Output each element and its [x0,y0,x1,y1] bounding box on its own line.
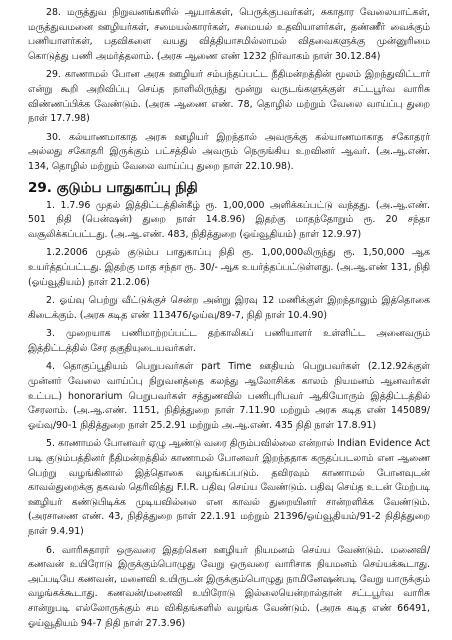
section-item-1-update: 1.2.2006 முதல் குடும்ப பாதுகாப்பு நிதி ரூ. 1,00,000லிருந்து ரூ. 1,50,000 ஆக உயர்த்தப்பட்டது. இதற்கு மாத சந்தா ரூ. 30/- ஆக உயர்த்தப்பட்டுள்ளது. (அ.ஆ.எண் 131, நிதி (ஓய்வூதியம்) நாள் 21.2.06) [28,247,430,288]
section-heading: 29. குடும்ப பாதுகாப்பு நிதி [28,179,198,196]
paragraph-29: 29. காணாமல் போன அரசு ஊழியர் சம்பந்தப்பட்ட நீதிமன்றத்தின் மூலம் இறந்துவிட்டார் என்று கூறி அறிவிப்பு செய்த நாளிலிருந்து மூன்று வருடங்களுக்குள் சட்டபூர்வ வாரிசு விண்ணப்பிக்க வேண்டும். (அரசு ஆணை எண். 78, தொழில் மற்றும் வேலை வாய்ப்பு துறை நாள் 17.7.98) [28,69,430,125]
section-item-4: 4. தொகுப்பூதியம் பெறுபவர்கள் part Time ஊதியம் பெறுபவர்கள் (2.12.92க்குள் முன்னர் வேலை வாய்ப்பு நிறுவனத்தை கலந்து ஆலோசிக்க காலம் நியமனம் ஆனவர்கள் உட்பட) honorarium பெறுபவர்கள் சத்துணவில் பணிபுரிபவர் ஆகியோரும் இத்திட்டத்தில் சேரலாம். (அ.ஆ.எண். 1151, நிதித்துறை நாள் 7.11.90 மற்றும் அரசு கடித எண் 145089/ஓய்வு/90-1 நிதித்துறை நாள் 25.2.91 மற்றும் அ.ஆ.எண். 435 நிதி நாள் 17.8.91) [28,361,430,431]
section-item-6: 6. வாரிசுதாரர் ஒருவரை இதற்கென ஊழியர் நியமனம் செய்ய வேண்டும். மனைவி/கணவன் உயிரோடு இருக்கும்பொழுது வேறு ஒருவரை வாரிசாக நியமனம் செய்யக்கூடாது. அப்படியே கணவன், மனைவி உயிருடன் இருக்கும்பொழுது நாமினேஷன்படி வேறு யாருக்கும் வழங்கக்கூடாது. கணவன்/மனைவி உயிரோடு இல்லையென்றால்தான் சட்டபூர்வ வாரிசு சான்றுபடி எல்லோருக்கும் சம விகிதங்களில் வழங்க வேண்டும். (அரசு கடித எண் 66491, ஓய்வூதியம் 94-7 நிதி நாள் 27.3.96) [28,544,430,629]
paragraph-30: 30. கல்யாணமாகாத அரசு ஊழியர் இறந்தால் அவருக்கு கல்யாணமாகாத சகோதரர் அல்லது சகோதரி இருக்கும் பட்சத்தில் அவரும் நெருங்கிய உறவினர் ஆவர். (அ.ஆ.எண். 134, தொழில் மற்றும் வேலை வாய்ப்பு துறை நாள் 22.10.98). [28,131,430,172]
section-item-1: 1. 1.7.96 முதல் இத்திட்டத்தின்கீழ் ரூ. 1,00,000 அளிக்கப்பட்டு வந்தது. (அ.ஆ.எண். 501 நிதி (பென்ஷன்) துறை நாள் 14.8.96) இதற்கு மாதந்தோறும் ரூ. 20 சந்தா வசூலிக்கப்பட்டது. (அ.ஆ.எண். 483, நிதித்துறை (ஓய்வூதியம்) நாள் 12.9.97) [28,199,430,240]
section-item-2: 2. ஓய்வு பெற்று வீட்டுக்குச் சென்ற அன்று இரவு 12 மணிக்குள் இறந்தாலும் இத்தொகை கிடைக்கும். (அரசு கடித எண் 113476/ஓய்வு/89-7, நிதி நாள் 10.4.90) [28,295,430,321]
section-item-3: 3. முறையாக பணிமாற்றப்பட்ட தற்காலிகப் பணியாளர் உள்ளிட்ட அனைவரும் இத்திட்டத்தில் சேர தகுதியுடையவர்கள். [28,328,430,354]
paragraph-28: 28. மருத்துவ நிறுவனங்களில் ஆயாக்கள், பெருக்குபவர்கள், சுகாதார வேலையாட்கள், மருத்துவமனை ஊழியர்கள், சமையல்காரர்கள், சமையல் உதவியாளர்கள், தண்ணீர் வைக்கும் பணியாளர்கள், பதவிகளை வயது வித்தியாசமில்லாமல் விதவைகளுக்கு முன்னுரிமை கொடுத்து பணி அமர்த்தலாம். (அரசு ஆணை எண் 1232 நிர்வாகம் நாள் 30.12.84) [28,7,430,62]
section-item-5: 5. காணாமல் போனவர் ஏழு ஆண்டு வரை திரும்பவில்லை என்றால் Indian Evidence Act படி குடும்பத்தினர் நீதிமன்றத்தில் காணாமல் போனவர் இறந்ததாக கருதப்படலாம் என ஆணை பெற்று வழங்கினால் இத்தொகை வழங்கப்படும். தவிரவும் காணாமல் போனவுடன் காவல்துறைக்கு தகவல் தெரிவித்து F.I.R. பதிவு செய்ய வேண்டும். பதிவு செய்த உடன் மேற்படி ஊழியர் கண்டுபிடிக்க முடியவில்லை என காவல் துறையினர் சான்றளிக்க வேண்டும். (அரசாணை எண். 43, நிதித்துறை நாள் 22.1.91 மற்றும் 21396/ஓய்வூதியம்/91-2 நிதித்துறை நாள் 9.4.91) [28,438,430,537]
